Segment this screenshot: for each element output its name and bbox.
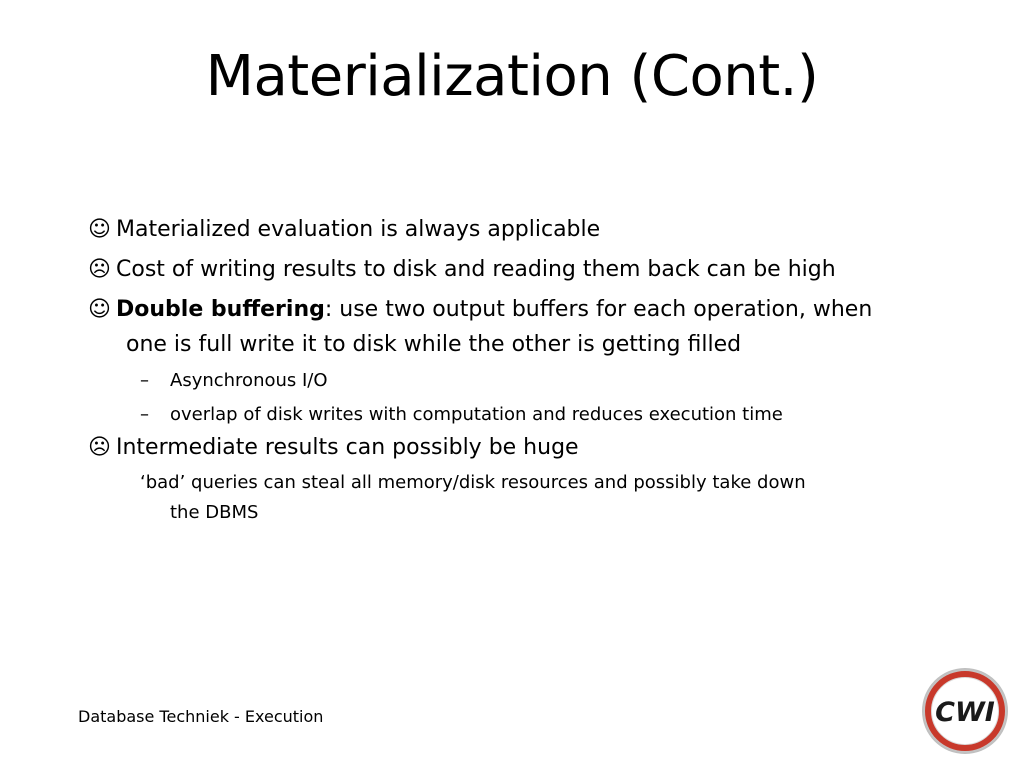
sub-bullet-text: overlap of disk writes with computation and reduces execution time: [170, 404, 783, 425]
bullet-continuation: one is full write it to disk while the other is getting filled: [126, 332, 742, 357]
bullet-text: : use two output buffers for each operation, when: [324, 297, 873, 322]
cwi-logo: [920, 666, 1010, 756]
frown-icon: ☹: [88, 257, 111, 282]
logo-text: CWI: [935, 697, 995, 728]
bullet-item: [88, 212, 998, 248]
smiley-icon: ☺: [88, 217, 111, 242]
sub-bullet-text: ‘bad’ queries can steal all memory/disk resources and possibly take down: [140, 472, 806, 493]
bullet-text: Materialized evaluation is always applicable: [116, 217, 601, 242]
sub-bullet-continuation: the DBMS: [170, 502, 259, 523]
sub-bullet-text: Asynchronous I/O: [170, 370, 328, 391]
bullet-bold-term: Double buffering: [116, 297, 325, 322]
bullet-item: [88, 252, 998, 288]
sub-bullet-item: [88, 468, 998, 528]
sub-bullet-item: [88, 366, 998, 396]
bullet-item: [88, 292, 998, 362]
bullet-text: Cost of writing results to disk and reading them back can be high: [116, 257, 836, 282]
slide-title: Materialization (Cont.): [205, 44, 819, 109]
bullet-text: Intermediate results can possibly be huge: [116, 435, 579, 460]
dash-marker: –: [140, 370, 149, 391]
footer-text: Database Techniek - Execution: [78, 707, 324, 726]
dash-marker: –: [140, 404, 149, 425]
bullet-item: [88, 430, 998, 466]
bullet-list: [88, 212, 998, 528]
sub-bullet-item: [88, 400, 998, 430]
frown-icon: ☹: [88, 435, 111, 460]
smiley-icon: ☺: [88, 297, 111, 322]
